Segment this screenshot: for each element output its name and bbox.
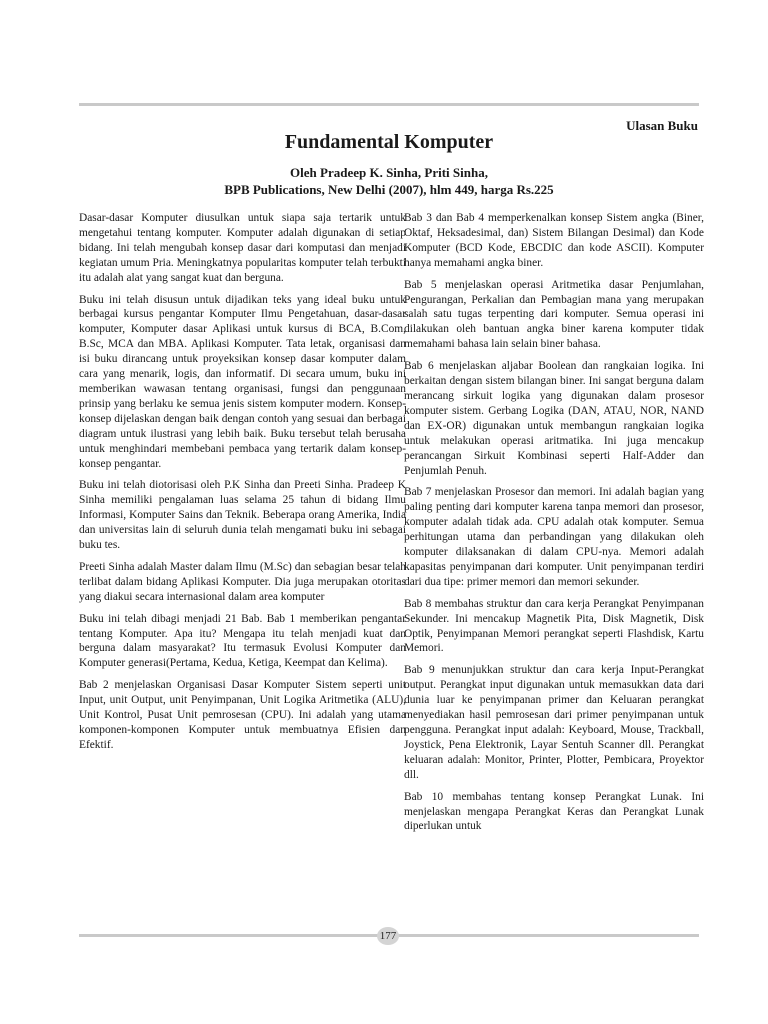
paragraph: Buku ini telah diotorisasi oleh P.K Sinha dan Preeti Sinha. Pradeep K Sinha memiliki pengalaman luas selama 25 tahun di bidang Ilmu Informasi, Komputer Sains dan Teknik. Beberapa orang Amerika, India dan universitas lain di seluruh dunia telah mengamati buku ini sebagai buku tes. bbox=[79, 479, 406, 552]
paragraph: Dasar-dasar Komputer diusulkan untuk siapa saja tertarik untuk mengetahui tentang komputer. Komputer adalah digunakan di setiap bidang. Ini telah mengubah konsep dasar dari komputasi dan menjadi kegiatan umum Pria. Meningkatnya popularitas komputer telah terbukti itu adalah alat yang sangat kuat dan berguna. bbox=[79, 212, 406, 284]
paragraph: Buku ini telah disusun untuk dijadikan teks yang ideal buku untuk berbagai kursus pengantar Komputer Ilmu Pengetahuan, dasar-dasar komputer, Komputer dasar Aplikasi untuk kursus di BCA, B.Com, B.Sc, MCA dan MBA. Aplikasi Komputer. Tata letak, organisasi dan isi buku dirancang untuk proyeksikan konsep dasar komputer dalam cara yang menarik, logis, dan informatif. Di secara umum, buku ini memberikan wawasan tentang organisasi, fungsi dan penggunaan prinsip yang berlaku ke semua jenis sistem komputer modern. Konsep-konsep dijelaskan dengan baik dengan contoh yang sesuai dan berbagai diagram untuk ilustrasi yang lebih baik. Buku tersebut telah berusaha untuk menghindari membebani pembaca yang tertarik dalam konsep-konsep pengantar. bbox=[79, 293, 406, 470]
paragraph: Bab 3 dan Bab 4 memperkenalkan konsep Sistem angka (Biner, Oktaf, Heksadesimal, dan) Sistem Bilangan Desimal) dan Kode Komputer (BCD Kode, EBCDIC dan kode ASCII). Komputer hanya memahami angka biner. bbox=[404, 212, 704, 269]
paragraph: Buku ini telah dibagi menjadi 21 Bab. Bab 1 memberikan pengantar tentang Komputer. Apa itu? Mengapa itu telah menjadi kuat dan berguna dalam masyarakat? Itu termasuk Evolusi Komputer dan Komputer generasi(Pertama, Kedua, Ketiga, Keempat dan Kelima). bbox=[79, 612, 406, 670]
paragraph: Bab 9 menunjukkan struktur dan cara kerja Input-Perangkat output. Perangkat input digunakan untuk memasukkan data dari dunia luar ke penyimpanan primer dan Keluaran perangkat menyediakan hasil pemrosesan dari primer penyimpanan untuk pengguna. Perangkat input adalah: Keyboard, Mouse, Trackball, Joystick, Pena Elektronik, Layar Sentuh Scanner dll. Perangkat keluaran adalah: Monitor, Printer, Plotter, Pembicara, Proyektor dll. bbox=[404, 664, 704, 781]
byline-publication: BPB Publications, New Delhi (2007), hlm 449, harga Rs.225 bbox=[224, 182, 554, 197]
page-number: 177 bbox=[377, 927, 399, 945]
byline bbox=[79, 164, 699, 198]
section-label: Ulasan Buku bbox=[626, 118, 698, 133]
page-title: Fundamental Komputer bbox=[284, 131, 494, 153]
paragraph: Preeti Sinha adalah Master dalam Ilmu (M.Sc) dan sebagian besar telah terlibat dalam bidang Aplikasi Komputer. Dia juga merupakan otoritas yang diakui secara internasional dalam area komputer bbox=[79, 560, 406, 603]
left-column bbox=[79, 211, 406, 760]
paragraph: Bab 2 menjelaskan Organisasi Dasar Komputer Sistem seperti unit Input, unit Output, unit Penyimpanan, Unit Logika Aritmetika (ALU), Unit Kontrol, Pusat Unit pemrosesan (CPU). Ini adalah yang utama komponen-komponen Komputer untuk membuatnya Efisien dan Efektif. bbox=[79, 679, 406, 751]
top-rule bbox=[79, 103, 699, 106]
byline-authors: Oleh Pradeep K. Sinha, Priti Sinha, bbox=[290, 165, 488, 180]
paragraph: Bab 10 membahas tentang konsep Perangkat Lunak. Ini menjelaskan mengapa Perangkat Keras dan Perangkat Lunak diperlukan untuk bbox=[404, 790, 704, 833]
paragraph: Bab 6 menjelaskan aljabar Boolean dan rangkaian logika. Ini berkaitan dengan sistem bilangan biner. Ini sangat berguna dalam merancang sirkuit logika yang digunakan dalam prosesor komputer sistem. Gerbang Logika (DAN, ATAU, NOR, NAND dan EX-OR) digunakan untuk membangun rangkaian logika untuk melakukan operasi aritmatika. Ini juga mencakup perancangan Sirkuit Kombinasi seperti Half-Adder dan Penjumlah Penuh. bbox=[404, 360, 704, 477]
paragraph: Bab 5 menjelaskan operasi Aritmetika dasar Penjumlahan, Pengurangan, Perkalian dan Pembagian mana yang merupakan salah satu tugas terpenting dari komputer. Semua operasi ini dilakukan oleh bantuan angka biner karena komputer tidak memahami bahasa lain selain biner bahasa. bbox=[404, 278, 704, 351]
paragraph: Bab 7 menjelaskan Prosesor dan memori. Ini adalah bagian yang paling penting dari komputer karena tanpa memori dan prosesor, komputer adalah tidak ada. CPU adalah otak komputer. Semua perhitungan utama dan perbandingan yang dilakukan oleh komputer dilaksanakan di dalam CPU-nya. Memori adalah kapasitas penyimpanan dari komputer. Unit penyimpanan terdiri dari dua tipe: primer memori dan memori sekunder. bbox=[404, 486, 704, 588]
right-column bbox=[404, 211, 704, 841]
paragraph: Bab 8 membahas struktur dan cara kerja Perangkat Penyimpanan Sekunder. Ini mencakup Magnetik Pita, Disk Magnetik, Disk Optik, Penyimpanan Memori perangkat seperti Flashdisk, Kartu Memori. bbox=[404, 597, 704, 655]
